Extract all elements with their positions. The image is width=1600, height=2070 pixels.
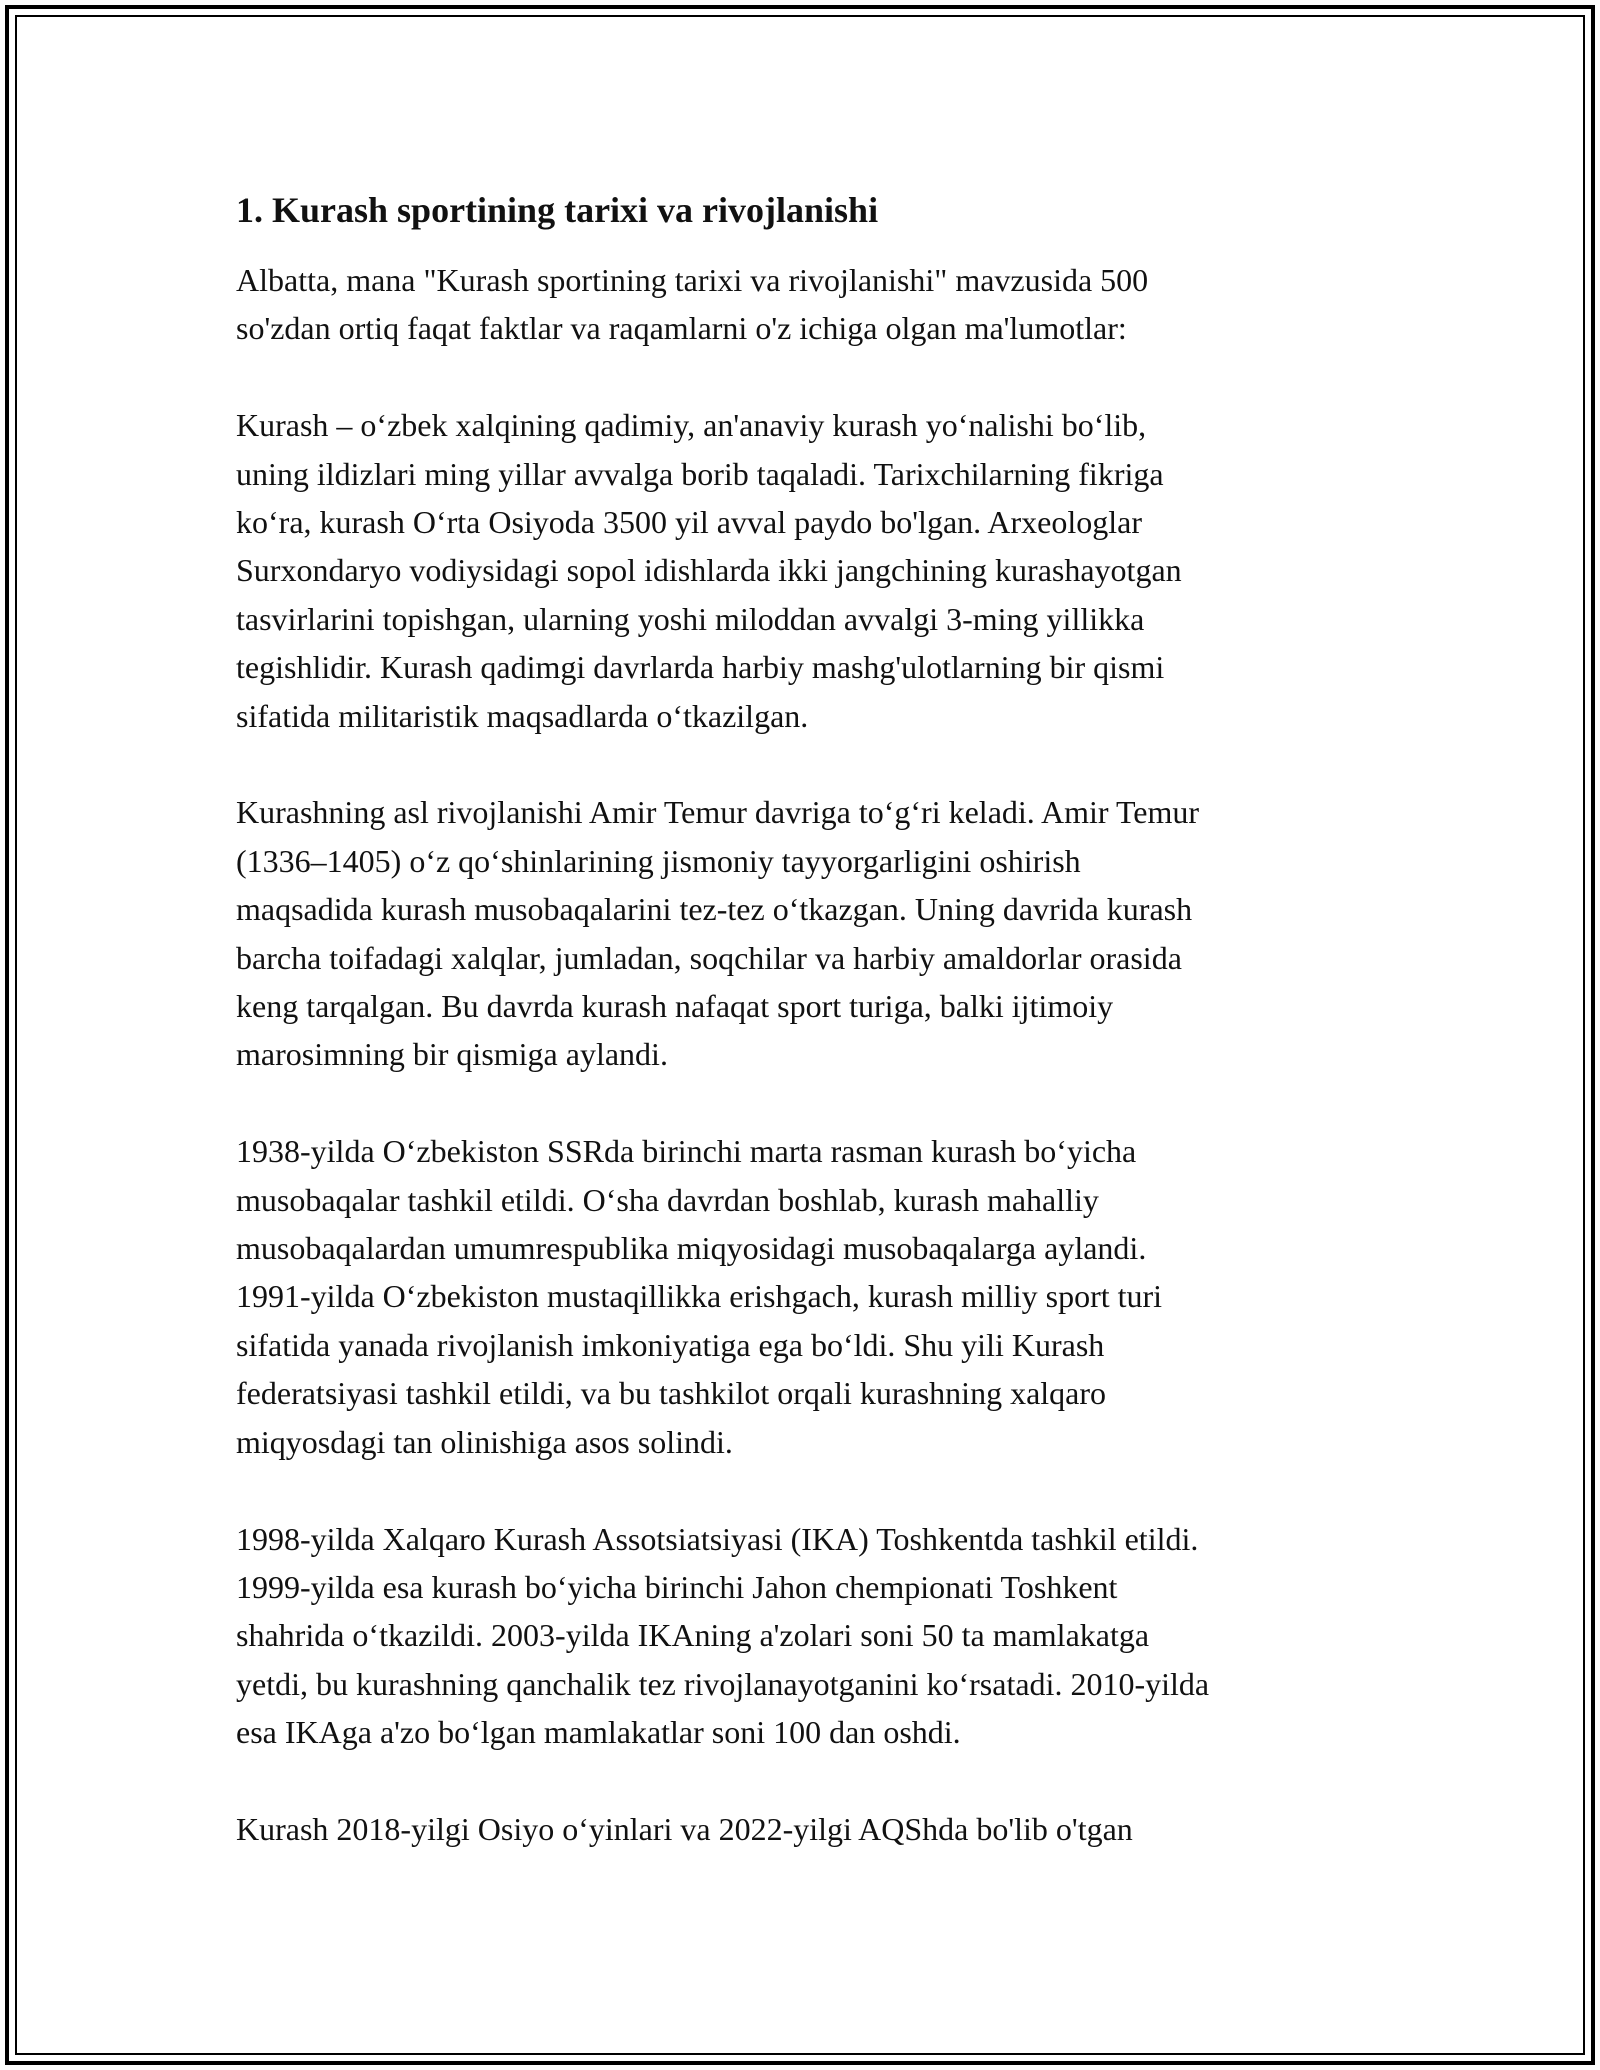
paragraph-soviet-independence: 1938-yilda Oʻzbekiston SSRda birinchi marta rasman kurash boʻyicha musobaqalar tashkil etildi. Oʻsha davrdan boshlab, kurash mahalliy musobaqalardan umumrespublika miqyosidagi musobaqalarga aylandi. 1991-yilda Oʻzbekiston mustaqillikka erishgach, kurash milliy sport turi sifatida yanada rivojlanish imkoniyatiga ega boʻldi. Shu yili Kurash federatsiyasi tashkil etildi, va bu tashkilot orqali kurashning xalqaro miqyosdagi tan olinishiga asos solindi.: [236, 1133, 1163, 1460]
paragraph-origins: Kurash – oʻzbek xalqining qadimiy, an'anaviy kurash yoʻnalishi boʻlib, uning ildizlari ming yillar avvalga borib taqaladi. Tarixchilarning fikriga koʻra, kurash Oʻrta Osiyoda 3500 yil avval paydo bo'lgan. Arxeologlar Surxondaryo vodiysidagi sopol idishlarda ikki jangchining kurashayotgan tasvirlarini topishgan, ularning yoshi miloddan avvalgi 3-ming yillikka tegishlidir. Kurash qadimgi davrlarda harbiy mashg'ulotlarning bir qismi sifatida militaristik maqsadlarda oʻtkazilgan.: [236, 407, 1182, 734]
paragraph-ika: 1998-yilda Xalqaro Kurash Assotsiatsiyasi (IKA) Toshkentda tashkil etildi. 1999-yilda esa kurash boʻyicha birinchi Jahon chempionati Toshkent shahrida oʻtkazildi. 2003-yilda IKAning a'zolari soni 50 ta mamlakatga yetdi, bu kurashning qanchalik tez rivojlanayotganini koʻrsatadi. 2010-yilda esa IKAga a'zo boʻlgan mamlakatlar soni 100 dan oshdi.: [236, 1520, 1210, 1751]
document-body: [236, 186, 1376, 1902]
document-title: 1. Kurash sportining tarixi va rivojlanishi: [236, 190, 879, 230]
paragraph-asian-games: Kurash 2018-yilgi Osiyo oʻyinlari va 2022-yilgi AQShda bo'lib o'tgan: [236, 1810, 1133, 1847]
paragraph-amir-temur: Kurashning asl rivojlanishi Amir Temur davriga toʻgʻri keladi. Amir Temur (1336–1405) oʻz qoʻshinlarining jismoniy tayyorgarligini oshirish maqsadida kurash musobaqalarini tez-tez oʻtkazgan. Uning davrida kurash barcha toifadagi xalqlar, jumladan, soqchilar va harbiy amaldorlar orasida keng tarqalgan. Bu davrda kurash nafaqat sport turiga, balki ijtimoiy marosimning bir qismiga aylandi.: [236, 794, 1200, 1073]
paragraph-intro: Albatta, mana "Kurash sportining tarixi va rivojlanishi" mavzusida 500 so'zdan ortiq faqat faktlar va raqamlarni o'z ichiga olgan ma'lumotlar:: [236, 262, 1149, 347]
